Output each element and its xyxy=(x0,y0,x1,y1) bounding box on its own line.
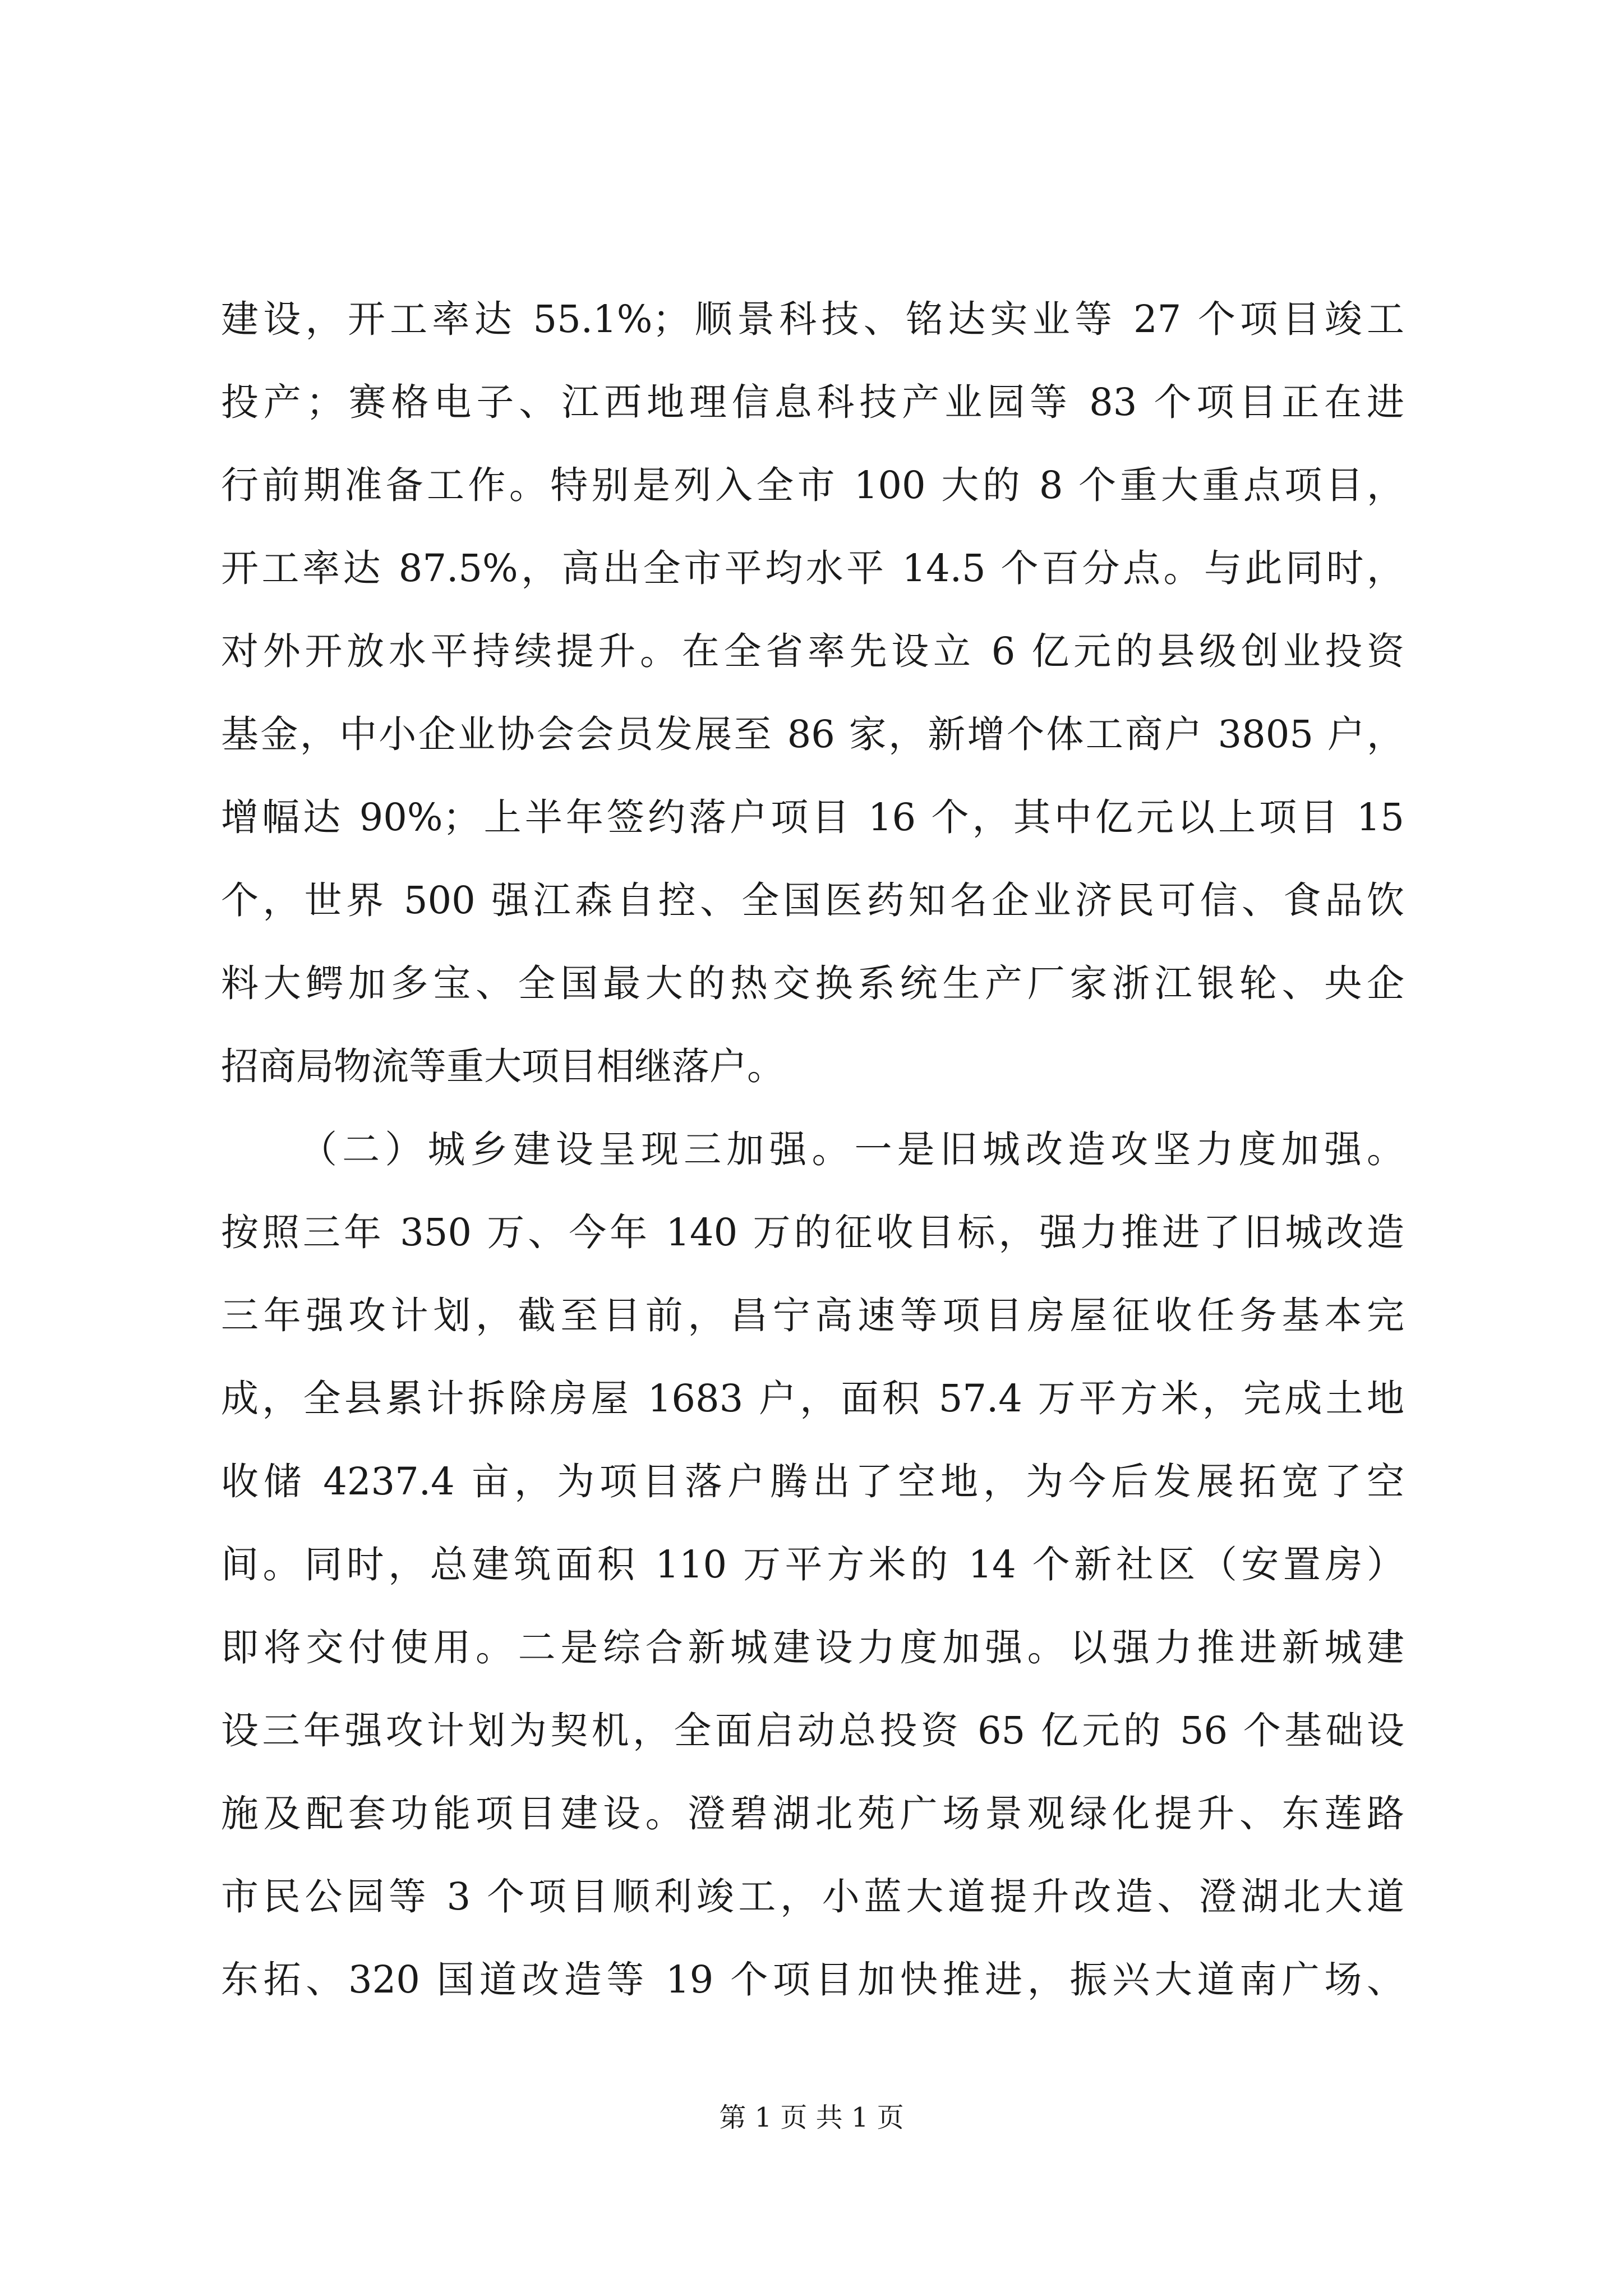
text-line: 东拓、320 国道改造等 19 个项目加快推进，振兴大道南广场、 xyxy=(221,1958,1404,2001)
text-line: 行前期准备工作。特别是列入全市 100 大的 8 个重大重点项目， xyxy=(221,463,1404,507)
section-heading-line: （二）城乡建设呈现三加强。一是旧城改造攻坚力度加强。 xyxy=(299,1128,1404,1171)
text-line: 招商局物流等重大项目相继落户。 xyxy=(221,1045,785,1088)
text-line: 基金，中小企业协会会员发展至 86 家，新增个体工商户 3805 户， xyxy=(221,712,1404,756)
text-line: 建设，开工率达 55.1%；顺景科技、铭达实业等 27 个项目竣工 xyxy=(221,297,1404,341)
text-line: 个，世界 500 强江森自控、全国医药知名企业济民可信、食品饮 xyxy=(221,878,1404,922)
text-line: 即将交付使用。二是综合新城建设力度加强。以强力推进新城建 xyxy=(221,1626,1404,1669)
text-line: 收储 4237.4 亩，为项目落户腾出了空地，为今后发展拓宽了空 xyxy=(221,1460,1404,1503)
text-line: 间。同时，总建筑面积 110 万平方米的 14 个新社区（安置房） xyxy=(221,1543,1404,1586)
text-line: 成，全县累计拆除房屋 1683 户，面积 57.4 万平方米，完成土地 xyxy=(221,1377,1404,1420)
text-line: 设三年强攻计划为契机，全面启动总投资 65 亿元的 56 个基础设 xyxy=(221,1709,1404,1752)
text-line: 增幅达 90%；上半年签约落户项目 16 个，其中亿元以上项目 15 xyxy=(221,795,1404,839)
text-line: 施及配套功能项目建设。澄碧湖北苑广场景观绿化提升、东莲路 xyxy=(221,1792,1404,1835)
text-line: 市民公园等 3 个项目顺利竣工，小蓝大道提升改造、澄湖北大道 xyxy=(221,1875,1404,1918)
text-line: 投产；赛格电子、江西地理信息科技产业园等 83 个项目正在进 xyxy=(221,380,1404,424)
text-line: 开工率达 87.5%，高出全市平均水平 14.5 个百分点。与此同时， xyxy=(221,546,1404,590)
body-text xyxy=(221,278,1404,2021)
text-line: 三年强攻计划，截至目前，昌宁高速等项目房屋征收任务基本完 xyxy=(221,1294,1404,1337)
text-line: 按照三年 350 万、今年 140 万的征收目标，强力推进了旧城改造 xyxy=(221,1211,1404,1254)
text-line: 对外开放水平持续提升。在全省率先设立 6 亿元的县级创业投资 xyxy=(221,629,1404,673)
text-line: 料大鳄加多宝、全国最大的热交换系统生产厂家浙江银轮、央企 xyxy=(221,961,1404,1005)
page-footer: 第 1 页 共 1 页 xyxy=(719,2102,904,2133)
